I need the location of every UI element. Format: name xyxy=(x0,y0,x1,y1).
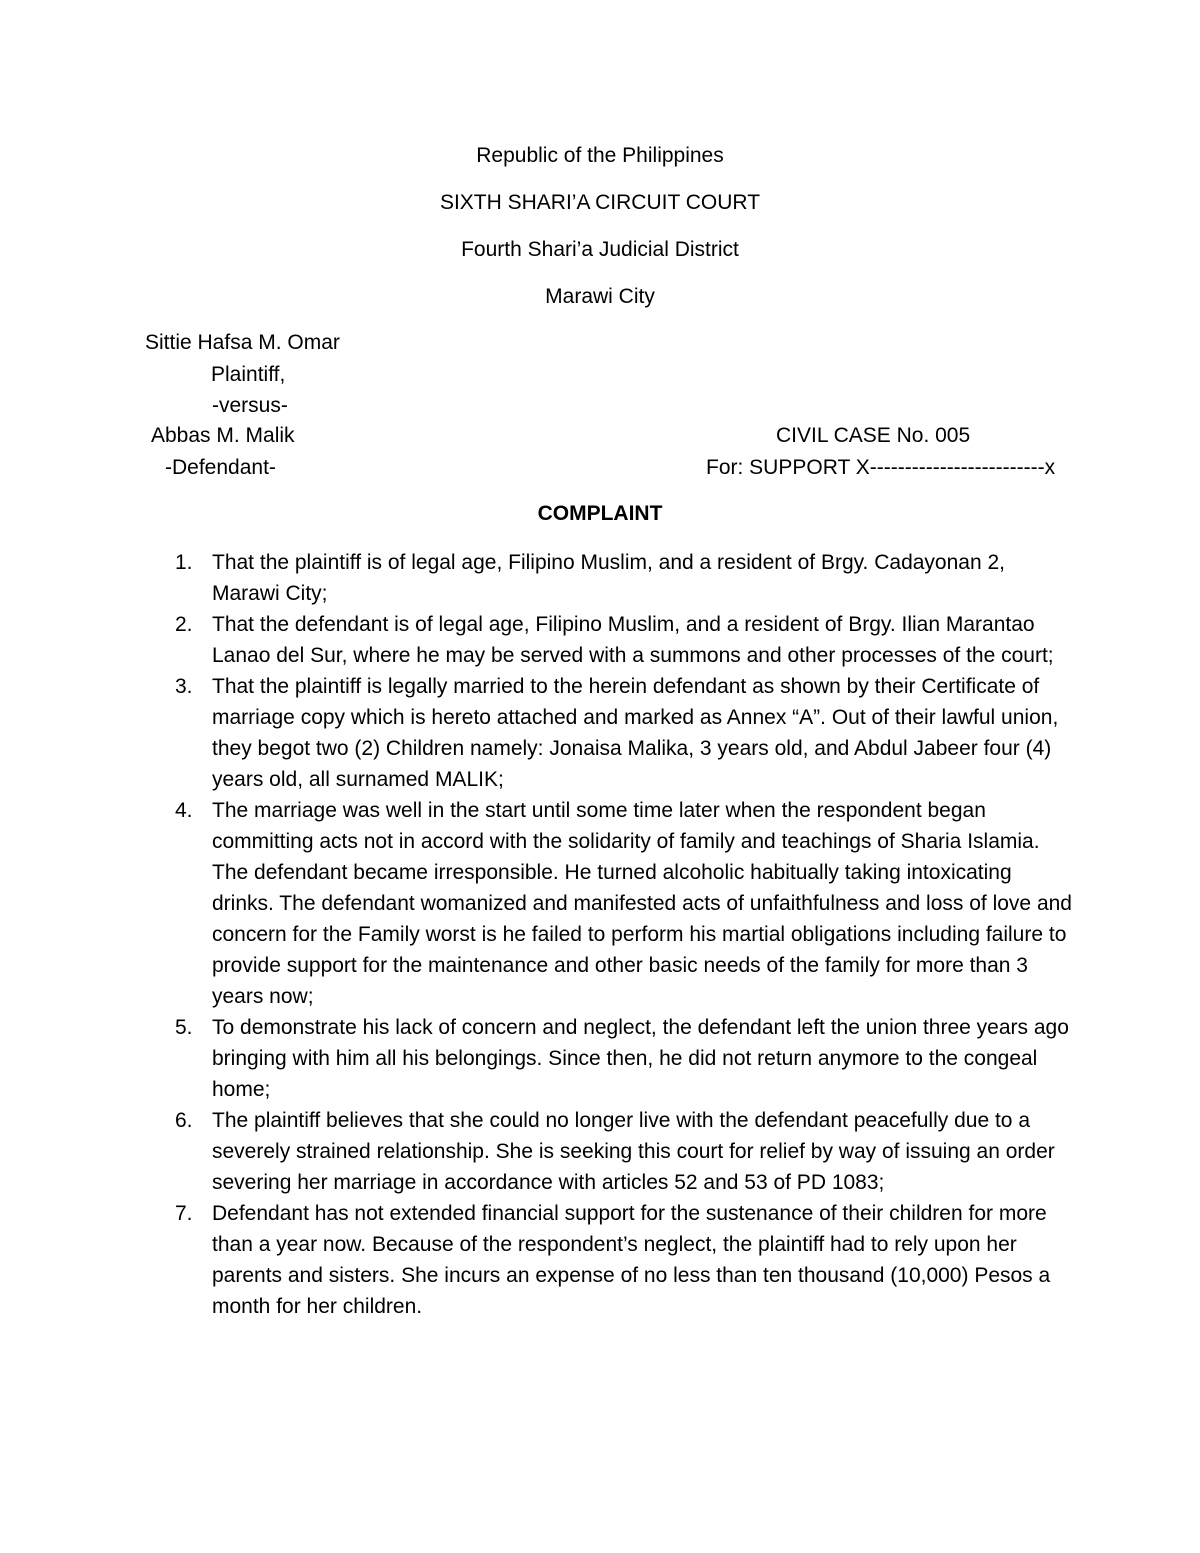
list-item xyxy=(175,671,1072,795)
paragraph-text: The plaintiff believes that she could no longer live with the defendant peacefully due to a severely strained relationship. She is seeking this court for relief by way of issuing an order severing her marriage in accordance with articles 52 and 53 of PD 1083; xyxy=(212,1109,1055,1194)
header-district: Fourth Shari’a Judicial District xyxy=(461,238,739,261)
defendant-name: Abbas M. Malik xyxy=(151,424,295,447)
list-item xyxy=(175,609,1072,671)
header-republic: Republic of the Philippines xyxy=(476,144,724,167)
complaint-paragraph-list xyxy=(175,547,1072,1322)
list-item xyxy=(175,1012,1072,1105)
paragraph-number: 6. xyxy=(175,1109,193,1132)
plaintiff-name: Sittie Hafsa M. Omar xyxy=(145,331,340,354)
paragraph-number: 1. xyxy=(175,551,193,574)
paragraph-text: That the plaintiff is legally married to the herein defendant as shown by their Certificate of marriage copy which is hereto attached and marked as Annex “A”. Out of their lawful union, they begot two (2) Children namely: Jonaisa Malika, 3 years old, and Abdul Jabeer four (4) years old, all surnamed MALIK; xyxy=(212,675,1059,791)
case-number: CIVIL CASE No. 005 xyxy=(776,424,971,447)
paragraph-number: 3. xyxy=(175,675,193,698)
paragraph-text: That the plaintiff is of legal age, Filipino Muslim, and a resident of Brgy. Cadayonan 2, Marawi City; xyxy=(212,551,1005,605)
paragraph-number: 2. xyxy=(175,613,193,636)
defendant-label: -Defendant- xyxy=(165,456,276,479)
paragraph-text: That the defendant is of legal age, Filipino Muslim, and a resident of Brgy. Ilian Marantao Lanao del Sur, where he may be served with a summons and other processes of the court; xyxy=(212,613,1054,667)
list-item xyxy=(175,1198,1072,1322)
list-item xyxy=(175,795,1072,1012)
list-item xyxy=(175,547,1072,609)
paragraph-number: 4. xyxy=(175,799,193,822)
paragraph-text: To demonstrate his lack of concern and neglect, the defendant left the union three years ago bringing with him all his belongings. Since then, he did not return anymore to the congeal home; xyxy=(212,1016,1069,1101)
paragraph-number: 7. xyxy=(175,1202,193,1225)
paragraph-text: The marriage was well in the start until some time later when the respondent began committing acts not in accord with the solidarity of family and teachings of Sharia Islamia. The defendant became irresponsible. He turned alcoholic habitually taking intoxicating drinks. The defendant womanized and manifested acts of unfaithfulness and loss of love and concern for the Family worst is he failed to perform his martial obligations including failure to provide support for the maintenance and other basic needs of the family for more than 3 years now; xyxy=(212,799,1072,1008)
versus-label: -versus- xyxy=(212,394,288,417)
paragraph-number: 5. xyxy=(175,1016,193,1039)
list-item xyxy=(175,1105,1072,1198)
header-city: Marawi City xyxy=(545,285,655,308)
plaintiff-label: Plaintiff, xyxy=(211,363,286,386)
document-title: COMPLAINT xyxy=(537,502,663,525)
case-for: For: SUPPORT X-------------------------x xyxy=(706,456,1056,479)
paragraph-text: Defendant has not extended financial support for the sustenance of their children for more than a year now. Because of the respondent’s neglect, the plaintiff had to rely upon her parents and sisters. She incurs an expense of no less than ten thousand (10,000) Pesos a month for her children. xyxy=(212,1202,1051,1318)
header-court: SIXTH SHARI’A CIRCUIT COURT xyxy=(439,191,761,214)
